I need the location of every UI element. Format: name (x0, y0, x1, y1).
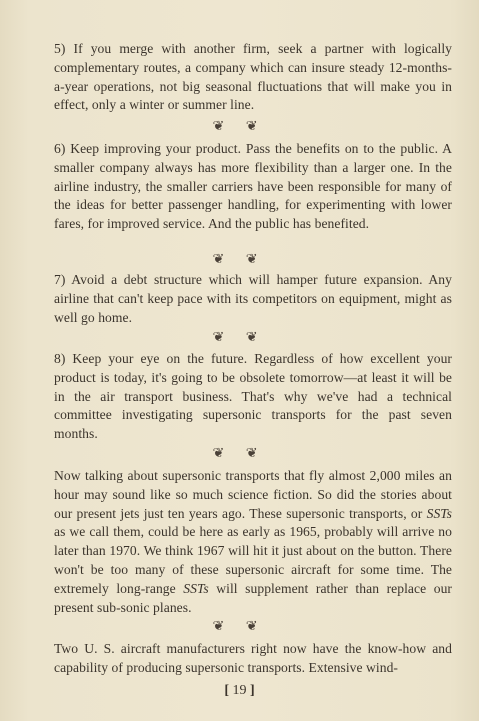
paragraph-point-5: 5) If you merge with another firm, seek a partner with logically complementary routes, a company which can insure steady 12-months-a-year operations, not big seasonal fluctuations that will make you in effect, only a winter or summer line. (54, 41, 452, 113)
fleuron-ornament-1: ❦ ❦ (212, 118, 267, 133)
paragraph-point-7: 7) Avoid a debt structure which will hamper future expansion. Any airline that can't keep pace with its competitors on equipment, might as well go home. (54, 272, 452, 325)
fleuron-ornament-3: ❦ ❦ (212, 329, 267, 344)
paragraph-point-6: 6) Keep improving your product. Pass the benefits on to the public. A smaller company always has more flexibility than a larger one. In the airline industry, the smaller carriers have been responsible for many of the ideas for better passenger handling, for experimenting with lower fares, for improved service. And the public has benefited. (54, 141, 452, 232)
page-number-open-bracket: [ (224, 683, 229, 698)
fleuron-ornament-4: ❦ ❦ (212, 445, 267, 460)
page-number-value: 19 (232, 683, 247, 698)
fleuron-ornament-2: ❦ ❦ (212, 251, 267, 266)
sst-abbreviation: SSTs (183, 580, 209, 596)
paragraph-point-8: 8) Keep your eye on the future. Regardless of how excellent your product is today, it's going to be obsolete tomorrow—at least it will be in the air transport business. That's why we've had a technical committee investigating supersonic transports for the past seven months. (54, 351, 452, 442)
page-number-close-bracket: ] (250, 683, 255, 698)
paragraph-supersonic-transports: Now talking about supersonic transports that fly almost 2,000 miles an hour may sound like so much science fiction. So did the stories about our present jets just ten years ago. These supersonic transports, or SSTs as we call them, could be here as early as 1965, probably will arrive no later than 1970. We think 1967 will hit it just about on the button. There won't be too many of these supersonic aircraft for some time. The extremely long-range SSTs will supplement rather than replace our present sub-sonic planes. (54, 468, 452, 615)
page-number (0, 682, 479, 700)
paragraph-aircraft-manufacturers: Two U. S. aircraft manufacturers right now have the know-how and capability of producing supersonic transports. Extensive wind- (54, 641, 452, 675)
fleuron-ornament-5: ❦ ❦ (212, 618, 267, 633)
sst-abbreviation: SSTs (426, 505, 452, 521)
